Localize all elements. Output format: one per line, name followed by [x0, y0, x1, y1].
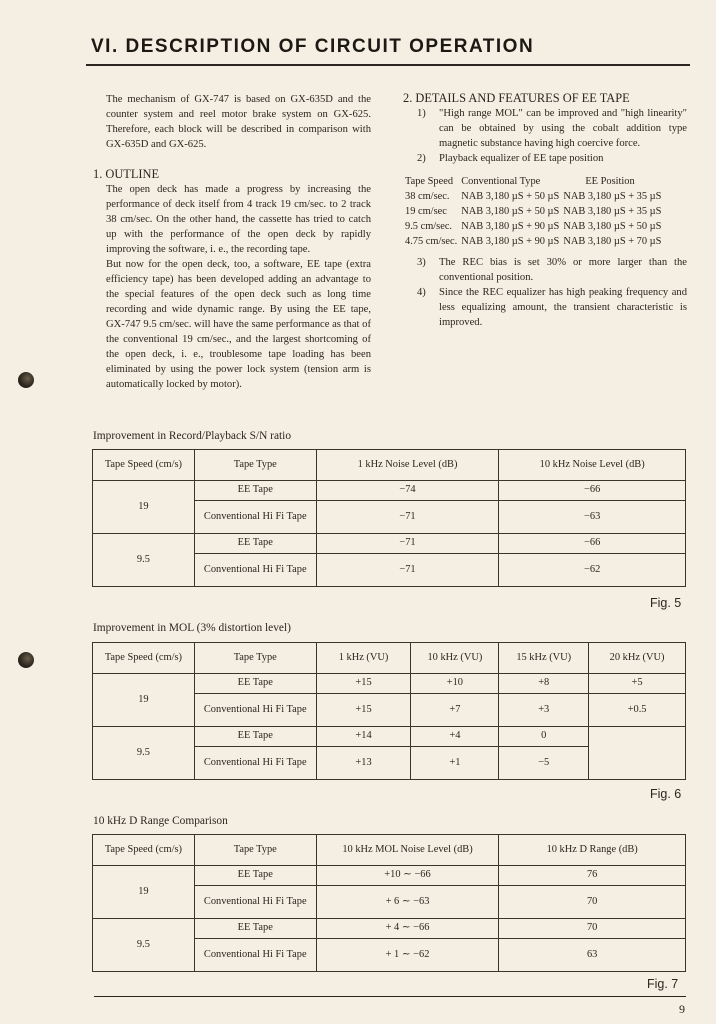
table-header-row — [93, 643, 686, 674]
outline-heading: 1. OUTLINE — [93, 167, 160, 181]
col-header: 15 kHz (VU) — [499, 643, 589, 674]
list-item: 2) Playback equalizer of EE tape position — [417, 153, 604, 164]
d-range-table — [92, 834, 686, 972]
binder-hole — [18, 372, 34, 388]
col-header: 20 kHz (VU) — [589, 643, 686, 674]
col-header: Tape Type — [194, 450, 316, 481]
col-header: Tape Speed (cm/s) — [93, 835, 195, 866]
details-list — [403, 106, 687, 166]
table-header-row — [93, 835, 686, 866]
col-header: 10 kHz MOL Noise Level (dB) — [316, 835, 499, 866]
sn-ratio-table — [92, 449, 686, 587]
col-header: 1 kHz Noise Level (dB) — [316, 450, 499, 481]
table-row: Conventional Hi Fi Tape + 6 ∼ −63 70 — [93, 886, 686, 919]
title-rule — [86, 64, 690, 66]
table1-caption: Improvement in Record/Playback S/N ratio — [93, 430, 292, 442]
table-row: 9.5 EE Tape + 4 ∼ −66 70 — [93, 919, 686, 939]
col-header: Tape Speed (cm/s) — [93, 643, 195, 674]
table-header-row — [93, 450, 686, 481]
details-heading: 2. DETAILS AND FEATURES OF EE TAPE — [403, 91, 630, 105]
table-row: 9.5 EE Tape −71 −66 — [93, 534, 686, 554]
figure-label: Fig. 7 — [647, 977, 679, 991]
col-header: Tape Type — [194, 835, 316, 866]
table2-caption: Improvement in MOL (3% distortion level) — [93, 622, 291, 634]
equalizer-table — [403, 174, 663, 249]
col-header: 1 kHz (VU) — [316, 643, 411, 674]
col-header: Tape Type — [194, 643, 316, 674]
table-row: Conventional Hi Fi Tape −71 −62 — [93, 554, 686, 587]
table-row: 9.5 cm/sec. NAB 3,180 µS + 90 µS NAB 3,180 µS + 50 µS — [405, 221, 662, 232]
mol-table — [92, 642, 686, 780]
details-list-2 — [403, 255, 687, 330]
binder-hole — [18, 652, 34, 668]
table-row: 19 cm/sec NAB 3,180 µS + 50 µS NAB 3,180 µS + 35 µS — [405, 206, 662, 217]
col-header: 10 kHz (VU) — [411, 643, 499, 674]
table-row: 9.5 EE Tape +14 +4 0 — [93, 727, 686, 747]
outline-section — [93, 166, 371, 392]
page-title: VI. DESCRIPTION OF CIRCUIT OPERATION — [91, 36, 535, 57]
col-header: 10 kHz Noise Level (dB) — [499, 450, 686, 481]
table-row: Conventional Hi Fi Tape −71 −63 — [93, 501, 686, 534]
table-row: Conventional Hi Fi Tape + 1 ∼ −62 63 — [93, 939, 686, 972]
page-number: 9 — [679, 1002, 685, 1016]
figure-label: Fig. 6 — [650, 787, 682, 801]
table3-caption: 10 kHz D Range Comparison — [93, 815, 228, 827]
footer-rule — [94, 996, 686, 997]
list-item: 3) The REC bias is set 30% or more larger than the conventional position. — [417, 257, 687, 283]
col-header: Tape Speed (cm/s) — [93, 450, 195, 481]
table-row: 19 EE Tape −74 −66 — [93, 481, 686, 501]
table-row: Conventional Hi Fi Tape +13 +1 −5 — [93, 747, 686, 780]
left-column — [106, 92, 371, 152]
table-row: Conventional Hi Fi Tape +15 +7 +3 +0.5 — [93, 694, 686, 727]
list-item: 4) Since the REC equalizer has high peaking frequency and less equalizing amount, the transient characteristic is improved. — [417, 287, 687, 328]
table-row: 38 cm/sec. NAB 3,180 µS + 50 µS NAB 3,180 µS + 35 µS — [405, 191, 662, 202]
intro-paragraph: The mechanism of GX-747 is based on GX-635D and the counter system and reel motor brake system on GX-625. Therefore, each block will be described in comparison with GX-635D and GX-625. — [106, 94, 371, 150]
right-column — [403, 90, 687, 330]
figure-label: Fig. 5 — [650, 596, 682, 610]
table-header-row: Tape Speed Conventional Type EE Position — [405, 176, 635, 187]
table-row: 19 EE Tape +15 +10 +8 +5 — [93, 674, 686, 694]
list-item: 1) "High range MOL" can be improved and "high linearity" can be obtained by using the cobalt addition type magnetic substance having high coercive force. — [417, 108, 687, 149]
outline-paragraph-2: But now for the open deck, too, a software, EE tape (extra efficiency tape) has been developed adding an advantage to the special features of the open deck such as long time recording and wide dynamic range. By using the EE tape, GX-747 9.5 cm/sec. will have the same performance as that of the conventional 19 cm/sec., and the largest shortcoming of the open deck, i. e., troublesome tape loading has been eliminated by using the power lock system (tension arm is automatically locked by motor). — [106, 259, 371, 390]
table-row: 4.75 cm/sec. NAB 3,180 µS + 90 µS NAB 3,180 µS + 70 µS — [405, 236, 662, 247]
outline-paragraph-1: The open deck has made a progress by increasing the performance of deck itself from 4 track 19 cm/sec. to 2 track 38 cm/sec. On the other hand, the cassette has tried to catch up with the performance of the open deck by rapidly improving the software, i. e., the recording tape. — [106, 184, 371, 255]
table-row: 19 EE Tape +10 ∼ −66 76 — [93, 866, 686, 886]
col-header: 10 kHz D Range (dB) — [499, 835, 686, 866]
